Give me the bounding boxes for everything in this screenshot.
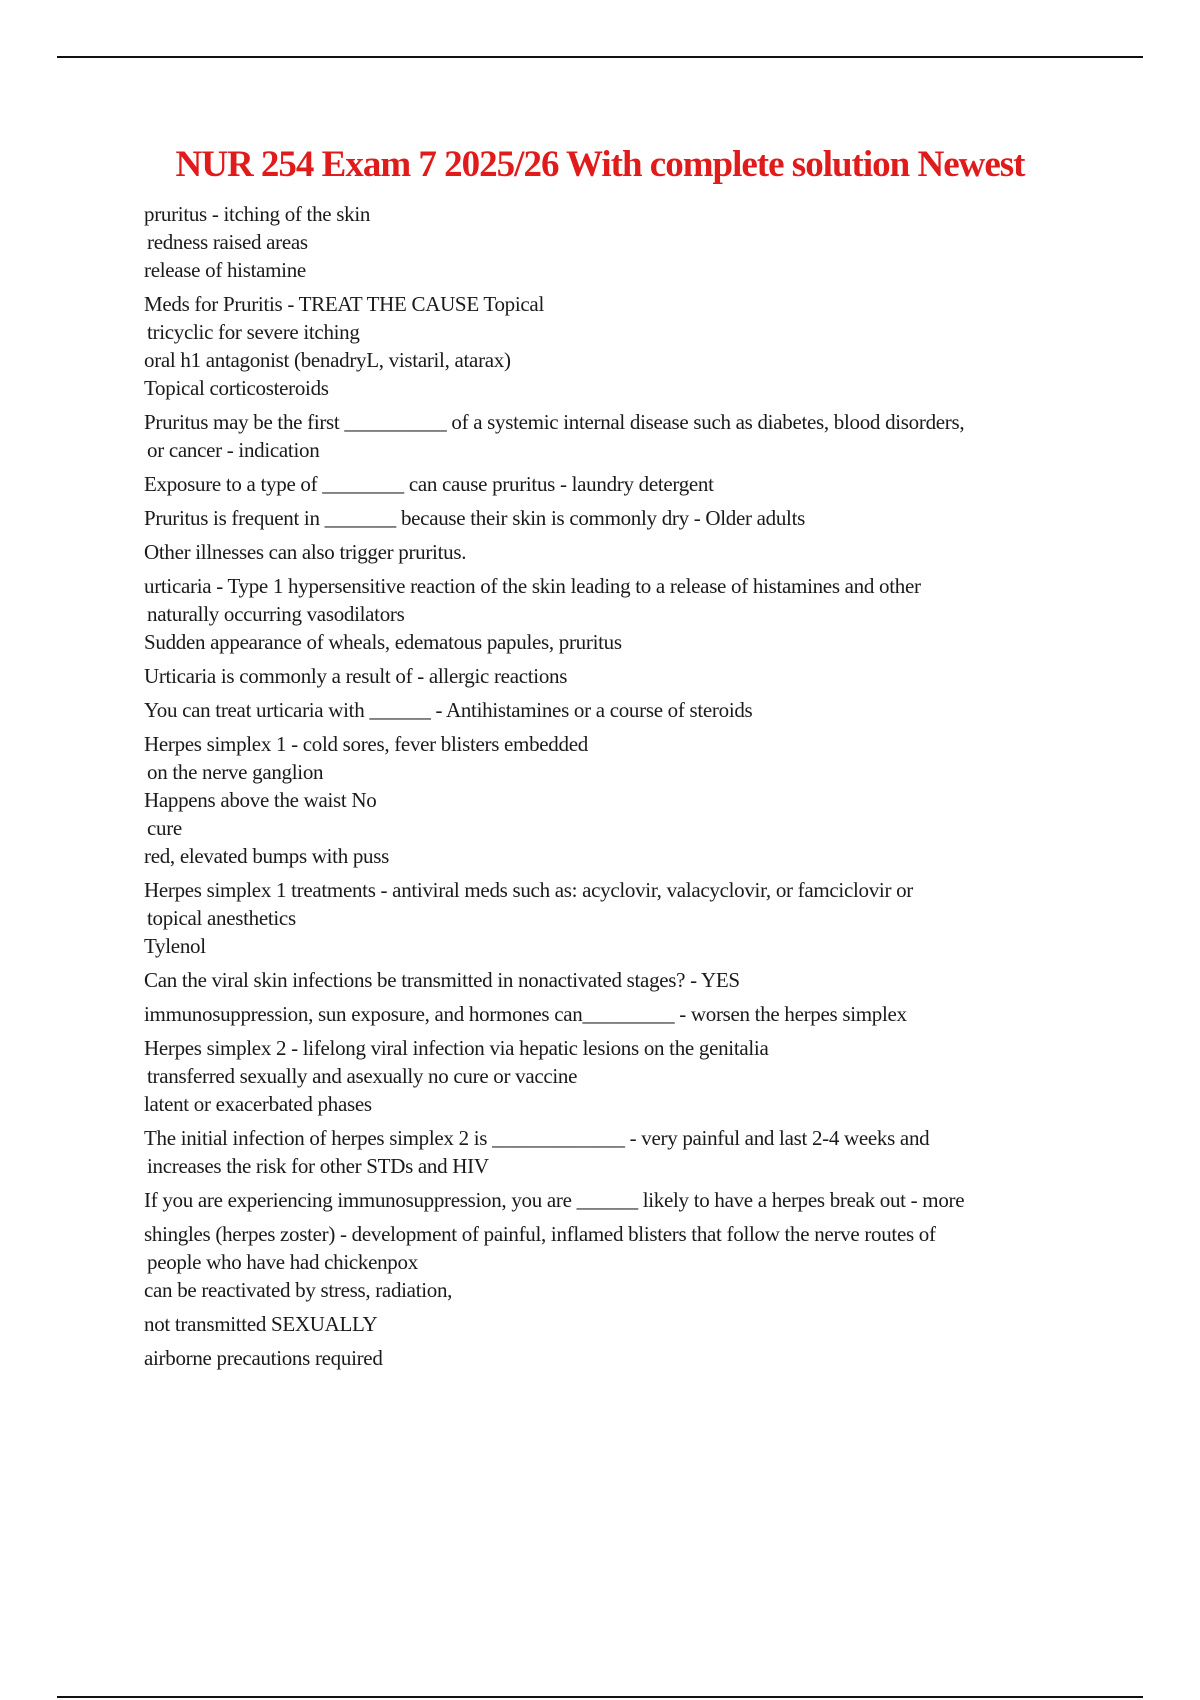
card-line: people who have had chickenpox xyxy=(147,1250,418,1274)
flashcard-immunosuppression xyxy=(144,1186,1094,1214)
flashcard-pruritus xyxy=(144,200,1094,284)
bottom-rule xyxy=(57,1696,1143,1698)
flashcard-older-adults xyxy=(144,504,1094,532)
flashcard-transmission xyxy=(144,966,1094,994)
flashcard-list xyxy=(144,200,1094,1378)
flashcard-other-illnesses xyxy=(144,538,1094,566)
card-line: Exposure to a type of ________ can cause pruritus - laundry detergent xyxy=(144,472,714,496)
card-line: not transmitted SEXUALLY xyxy=(144,1312,378,1336)
card-line: topical anesthetics xyxy=(147,906,296,930)
card-line: naturally occurring vasodilators xyxy=(147,602,405,626)
card-line: Tylenol xyxy=(144,934,206,958)
card-line: or cancer - indication xyxy=(147,438,320,462)
card-line: increases the risk for other STDs and HIV xyxy=(147,1154,489,1178)
card-line: Happens above the waist No xyxy=(144,788,377,812)
card-line: Meds for Pruritis - TREAT THE CAUSE Topical xyxy=(144,292,544,316)
document-title: NUR 254 Exam 7 2025/26 With complete solution Newest xyxy=(175,144,1025,185)
card-line: You can treat urticaria with ______ - Antihistamines or a course of steroids xyxy=(144,698,753,722)
card-line: on the nerve ganglion xyxy=(147,760,324,784)
card-line: The initial infection of herpes simplex 2 is _____________ - very painful and last 2-4 weeks and xyxy=(144,1126,930,1150)
card-line: red, elevated bumps with puss xyxy=(144,844,390,868)
flashcard-meds-pruritis xyxy=(144,290,1094,402)
card-line: Can the viral skin infections be transmitted in nonactivated stages? - YES xyxy=(144,968,740,992)
card-line: latent or exacerbated phases xyxy=(144,1092,372,1116)
card-line: shingles (herpes zoster) - development of painful, inflamed blisters that follow the nerve routes of xyxy=(144,1222,936,1246)
card-line: pruritus - itching of the skin xyxy=(144,202,371,226)
card-line: Urticaria is commonly a result of - allergic reactions xyxy=(144,664,568,688)
card-line: Herpes simplex 1 - cold sores, fever blisters embedded xyxy=(144,732,588,756)
card-line: airborne precautions required xyxy=(144,1346,383,1370)
card-line: Sudden appearance of wheals, edematous papules, pruritus xyxy=(144,630,622,654)
card-line: transferred sexually and asexually no cure or vaccine xyxy=(147,1064,578,1088)
card-line: Pruritus may be the first __________ of a systemic internal disease such as diabetes, blood disorders, xyxy=(144,410,965,434)
card-line: tricyclic for severe itching xyxy=(147,320,360,344)
flashcard-urticaria-treatment xyxy=(144,696,1094,724)
card-line: Pruritus is frequent in _______ because their skin is commonly dry - Older adults xyxy=(144,506,806,530)
card-line: urticaria - Type 1 hypersensitive reaction of the skin leading to a release of histamines and other xyxy=(144,574,921,598)
card-line: can be reactivated by stress, radiation, xyxy=(144,1278,453,1302)
flashcard-urticaria xyxy=(144,572,1094,656)
card-line: immunosuppression, sun exposure, and hormones can_________ - worsen the herpes simplex xyxy=(144,1002,907,1026)
card-line: Herpes simplex 1 treatments - antiviral meds such as: acyclovir, valacyclovir, or famciclovir or xyxy=(144,878,913,902)
card-line: release of histamine xyxy=(144,258,306,282)
card-line: redness raised areas xyxy=(147,230,308,254)
flashcard-exposure xyxy=(144,470,1094,498)
top-rule xyxy=(57,56,1143,58)
card-line: Other illnesses can also trigger pruritus. xyxy=(144,540,467,564)
card-line: Topical corticosteroids xyxy=(144,376,329,400)
flashcard-not-transmitted xyxy=(144,1310,1094,1338)
card-line: cure xyxy=(147,816,182,840)
flashcard-airborne xyxy=(144,1344,1094,1372)
card-line: If you are experiencing immunosuppression, you are ______ likely to have a herpes break out - more xyxy=(144,1188,965,1212)
flashcard-worsen-herpes xyxy=(144,1000,1094,1028)
card-line: Herpes simplex 2 - lifelong viral infection via hepatic lesions on the genitalia xyxy=(144,1036,769,1060)
card-line: oral h1 antagonist (benadryL, vistaril, atarax) xyxy=(144,348,511,372)
flashcard-shingles xyxy=(144,1220,1094,1304)
flashcard-herpes-simplex-2 xyxy=(144,1034,1094,1118)
flashcard-herpes-simplex-1 xyxy=(144,730,1094,870)
flashcard-hsv2-initial xyxy=(144,1124,1094,1180)
flashcard-hsv1-treatments xyxy=(144,876,1094,960)
flashcard-urticaria-cause xyxy=(144,662,1094,690)
flashcard-pruritus-indication xyxy=(144,408,1094,464)
